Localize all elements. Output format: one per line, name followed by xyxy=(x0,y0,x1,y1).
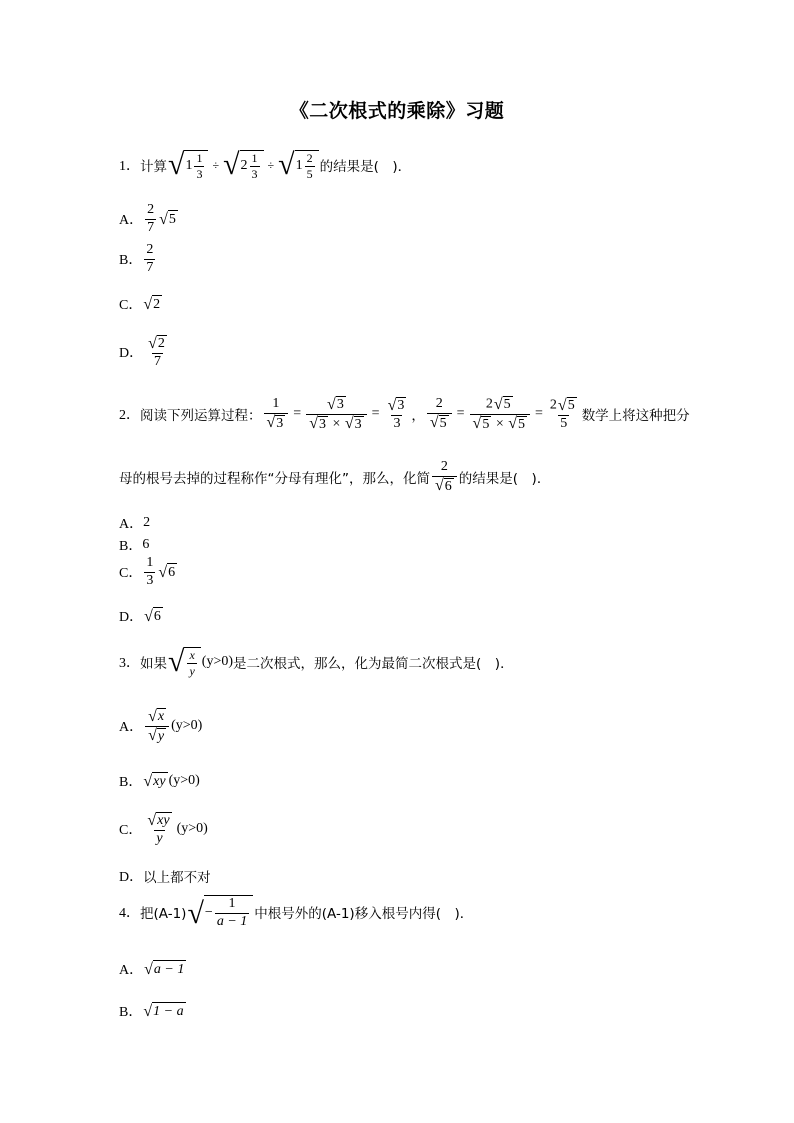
option-label: D． xyxy=(119,610,144,625)
whole-number: 1 xyxy=(295,158,303,174)
question-text: 把(A-1) xyxy=(140,906,187,923)
option-2a xyxy=(119,513,150,533)
option-label: A． xyxy=(119,720,144,736)
option-4a xyxy=(119,959,187,979)
question-3 xyxy=(119,647,514,677)
fraction: √ 3 3 xyxy=(387,396,405,431)
sqrt-expression: √ 6 xyxy=(158,564,176,582)
option-label: A． xyxy=(119,963,144,978)
question-text: 阅读下列运算过程： xyxy=(140,408,262,425)
question-4 xyxy=(119,895,473,929)
option-label: B． xyxy=(119,775,143,790)
option-value: 2 xyxy=(143,515,151,530)
option-2c xyxy=(119,556,178,588)
fraction: 2 √ 5 5 xyxy=(549,396,575,431)
option-value: 6 xyxy=(142,537,150,552)
option-text: 以上都不对 xyxy=(143,870,211,886)
option-1c xyxy=(119,294,163,314)
condition: (y>0) xyxy=(171,718,203,734)
question-text: 计算 xyxy=(140,159,167,176)
question-2: 2． 阅读下列运算过程： 1 √ 3 = √ 3 √ 3 × √ 3 = √ 3 3 ， 2 √ 5 = 2 √ 5 √ 5 × √ 5 = 2 √ 5 5 数学上将这种把分 xyxy=(119,395,690,433)
fraction: $\frac{1}{3}$ xyxy=(146,555,154,588)
option-label: B． xyxy=(119,1005,143,1020)
option-label: C． xyxy=(119,823,143,839)
question-number: 3． xyxy=(119,656,140,672)
question-text: 是二次根式，那么，化为最简二次根式是( )． xyxy=(233,656,514,673)
sqrt-expression: √ 2 xyxy=(143,296,161,313)
option-1b xyxy=(119,243,157,275)
option-2b xyxy=(119,535,149,555)
fraction: 1 √ 3 xyxy=(264,397,289,431)
question-1 xyxy=(119,150,411,180)
condition: (y>0) xyxy=(168,773,200,788)
option-label: C． xyxy=(119,566,143,582)
question-text: 的结果是( )． xyxy=(458,471,551,488)
sqrt-expression: √ 1 $\frac{2}{5}$ xyxy=(278,150,318,180)
fraction: $\frac{x}{y}$ xyxy=(189,648,195,678)
fraction: 2 √ 5 xyxy=(427,397,452,431)
divide-sign: ÷ xyxy=(212,157,220,172)
fraction: $\frac{2}{7}$ xyxy=(147,202,155,235)
equals-sign: = xyxy=(371,406,380,422)
equals-sign: = xyxy=(293,406,302,422)
sqrt-expression: √ 2 xyxy=(148,334,165,352)
fraction: 2 √ 5 √ 5 × √ 5 xyxy=(470,396,530,432)
option-3d xyxy=(119,866,211,886)
sqrt-expression: √ 6 xyxy=(144,608,161,625)
fraction: √ xy y xyxy=(147,811,170,846)
question-text: 中根号外的(A-1)移入根号内得( )． xyxy=(254,906,474,923)
fraction: $\frac{1}{3}$ xyxy=(251,151,258,181)
fraction: $\frac{1}{a - 1}$ xyxy=(216,896,248,929)
option-3b xyxy=(119,771,200,791)
question-text: 母的根号去掉的过程称作“分母有理化”，那么，化简 xyxy=(119,471,430,488)
divide-sign: ÷ xyxy=(267,157,275,172)
fraction: √ 2 7 xyxy=(148,334,165,369)
sqrt-expression: √ 5 xyxy=(159,211,176,229)
condition: (y>0) xyxy=(176,821,208,837)
fraction: √ 3 √ 3 × √ 3 xyxy=(306,396,366,432)
question-number: 1． xyxy=(119,159,140,175)
fraction: $\frac{1}{3}$ xyxy=(196,151,203,181)
sqrt-expression: √ $\frac{x}{y}$ xyxy=(168,647,201,677)
sqrt-expression: √ 1 $\frac{1}{3}$ xyxy=(168,150,208,180)
equals-sign: = xyxy=(535,406,543,422)
option-label: B． xyxy=(119,539,143,554)
fraction: √ x √ y xyxy=(145,708,169,744)
fraction: 2 √ 6 xyxy=(432,460,457,494)
sqrt-expression: √ xy xyxy=(143,773,166,790)
option-label: D． xyxy=(119,346,144,362)
question-text: 数学上将这种把分 xyxy=(581,408,690,425)
option-label: A． xyxy=(119,213,144,229)
option-2d xyxy=(119,606,164,626)
fraction: $\frac{2}{7}$ xyxy=(146,242,154,275)
question-text: 的结果是( )． xyxy=(319,159,412,176)
option-label: A． xyxy=(119,517,144,532)
page-title: 《二次根式的乘除》习题 xyxy=(289,100,505,122)
sqrt-expression: √ a − 1 xyxy=(144,961,185,978)
question-number: 4． xyxy=(119,906,140,922)
equals-sign: = xyxy=(456,406,465,422)
fraction: $\frac{2}{5}$ xyxy=(306,151,313,181)
option-3a xyxy=(119,708,202,744)
sqrt-expression: √ − $\frac{1}{a - 1}$ xyxy=(187,895,253,929)
condition: (y>0) xyxy=(201,654,234,670)
whole-number: 1 xyxy=(185,158,193,174)
sqrt-expression: √ 1 − a xyxy=(143,1003,184,1020)
option-label: C． xyxy=(119,298,143,313)
option-label: B． xyxy=(119,253,143,269)
question-text: 如果 xyxy=(140,656,167,673)
option-1d xyxy=(119,335,172,369)
option-1a xyxy=(119,203,179,235)
option-3c xyxy=(119,812,208,846)
sqrt-expression: √ 2 $\frac{1}{3}$ xyxy=(223,150,263,180)
whole-number: 2 xyxy=(240,158,248,174)
option-label: D． xyxy=(119,870,144,885)
question-2-continued xyxy=(119,460,550,494)
option-4b xyxy=(119,1001,187,1021)
question-number: 2． xyxy=(119,408,140,424)
